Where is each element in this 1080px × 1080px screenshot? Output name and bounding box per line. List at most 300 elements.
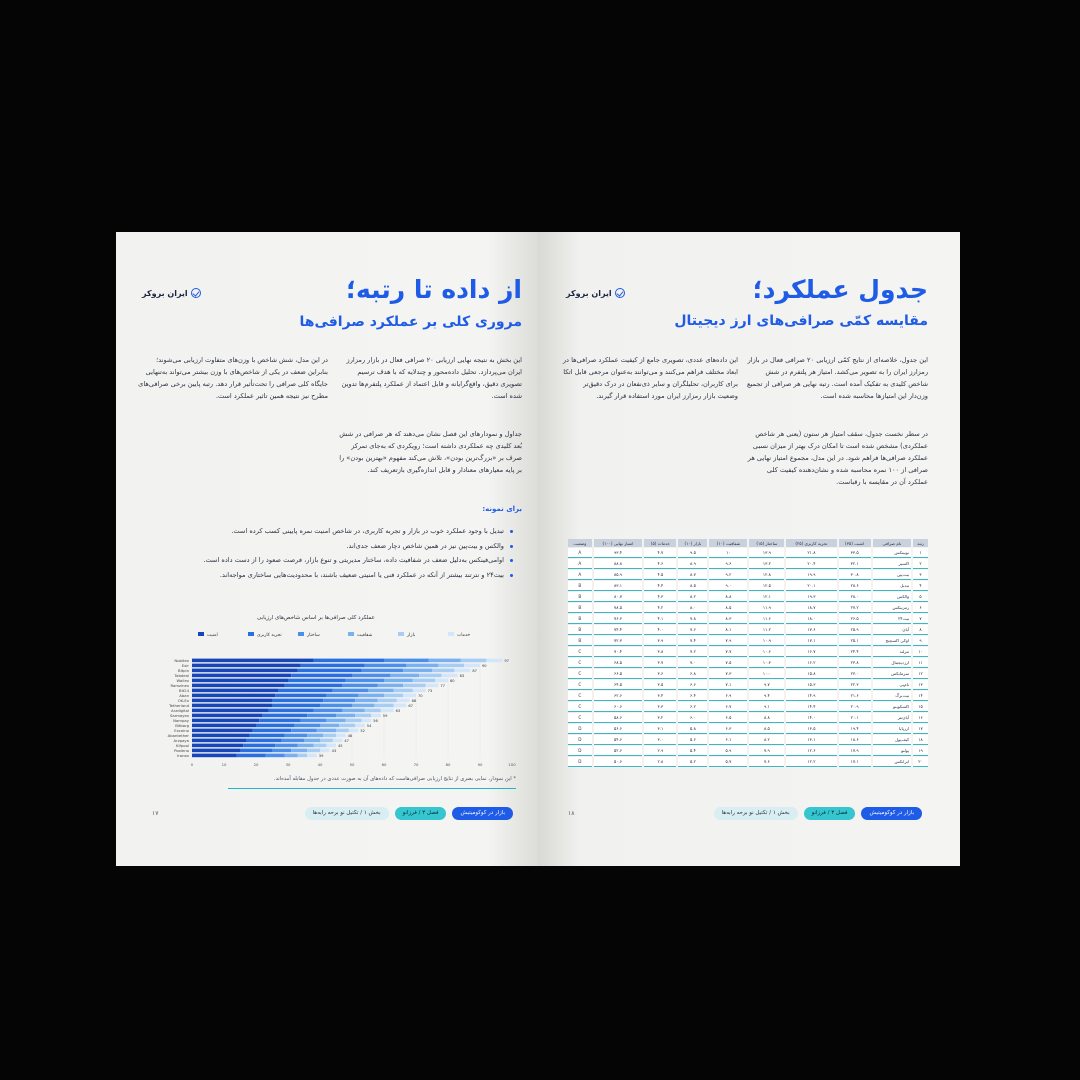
table-cell: ۷ [913, 614, 928, 624]
chart-bar-segment [253, 729, 291, 733]
page-title: جدول عملکرد؛ [752, 275, 928, 304]
exchange-name-cell: ارزدیجیتال [873, 658, 911, 668]
table-cell: ۱۰.۰ [749, 669, 784, 679]
chart-bar-segment [240, 749, 272, 753]
table-cell: ۳.۱ [644, 724, 676, 734]
bar-total-label: 67 [408, 704, 413, 709]
table-cell: ۲۰.۴ [786, 559, 836, 569]
chart-bar-segment [438, 664, 464, 668]
bar-total-label: 68 [411, 699, 417, 704]
chart-bar-segment [192, 679, 288, 683]
table-row [568, 581, 928, 591]
chart-bar-segment [291, 749, 307, 753]
brand-logo-text: ایران بروکر [566, 288, 612, 298]
table-cell: ۱۰ [913, 647, 928, 657]
table-cell: ۸.۷ [678, 570, 707, 580]
x-tick-label: 10 [221, 762, 227, 767]
table-cell: ۸.۱ [709, 625, 747, 635]
chart-bar-segment [320, 704, 352, 708]
table-cell: ۸.۸ [709, 592, 747, 602]
table-cell: ۹.۷ [749, 680, 784, 690]
table-cell: ۳.۷ [644, 658, 676, 668]
caption-divider [228, 788, 516, 789]
chart-bar-segment [355, 714, 371, 718]
chart-bar-segment [243, 744, 275, 748]
chart-bar-segment [192, 699, 272, 703]
intro-paragraph: این جدول، خلاصه‌ای از نتایج کمّی ارزیابی ۲۰ صرافی فعال در بازار رمزارز ایران را به تصویر می‌کشد. امتیاز هر پلتفرم در شش شاخص کلیدی به تفکیک آمده است. رتبه نهایی هر صرافی از تجمیع وزن‌دار این امتیازها محاسبه شده است. [747, 356, 928, 400]
chart-bar-segment [429, 659, 461, 663]
bar-total-label: 52 [360, 729, 365, 734]
table-cell: ۶.۲ [678, 702, 707, 712]
legend-label: تجربه کاربری [257, 633, 282, 638]
table-cell: ۳۰.۸ [839, 570, 871, 580]
y-tick-label: Nobitex [174, 658, 189, 664]
table-header-cell: امتیاز نهایی (۱۰۰) [594, 539, 643, 547]
page-subtitle: مقایسه کمّی صرافی‌های ارز دیجیتال [674, 313, 928, 329]
table-cell: ۱۲.۱ [749, 592, 784, 602]
bar-total-label: 39 [318, 754, 324, 759]
y-tick-label: Pooleno [174, 748, 189, 754]
exchange-name-cell: آبان‌تتر [873, 713, 911, 723]
table-cell: ۱۱.۶ [749, 614, 784, 624]
table-cell: ۲۸.۰ [839, 592, 871, 602]
table-cell: ۳.۲ [644, 713, 676, 723]
chart-bar-segment [192, 739, 246, 743]
table-cell: ۷۶.۳ [594, 614, 643, 624]
table-cell: B [568, 592, 592, 602]
chart-bar-segment [403, 684, 425, 688]
chart-bar-segment [326, 719, 345, 723]
table-cell: ۷.۶ [749, 757, 784, 767]
intro-paragraph: این بخش به نتیجه نهایی ارزیابی ۲۰ صرافی فعال در بازار رمزارز ایران می‌پردازد. تحلیل داده‌محور و چندلایه که با هدف ترسیم تصویری دقیق، واقع‌گرایانه و قابل اعتماد از عملکرد پلتفرم‌ها تدوین شده است. [341, 356, 522, 400]
chart-caption: * این نمودار، نمایی بصری از نتایج ارزیابی صرافی‌هاست که داده‌های آن به صورت عددی در جدول مقابله آمده‌اند. [273, 776, 516, 782]
chart-bar-segment [307, 734, 323, 738]
table-cell: ۸۵.۹ [594, 570, 643, 580]
table-header-cell: وضعیت [568, 539, 592, 547]
chart-bar-segment [342, 684, 377, 688]
table-cell: ۱۷.۱ [839, 757, 871, 767]
table-cell: ۲۸.۶ [839, 581, 871, 591]
x-tick-label: 0 [190, 762, 194, 767]
table-cell: ۵۶.۶ [594, 724, 643, 734]
table-cell: A [568, 548, 592, 558]
y-tick-label: Exir [181, 663, 189, 669]
table-cell: ۶.۱ [709, 735, 747, 745]
table-cell: ۱۹.۹ [786, 570, 836, 580]
chart-bar-segment [333, 689, 368, 693]
chart-bar-segment [237, 754, 266, 758]
table-cell: ۵۰.۶ [594, 757, 643, 767]
chart-bar-segment [320, 724, 339, 728]
table-cell: ۱۲.۸ [749, 570, 784, 580]
table-cell: ۲۰ [913, 757, 928, 767]
table-cell: A [568, 559, 592, 569]
check-circle-icon [615, 288, 625, 298]
table-cell: ۷.۹ [749, 746, 784, 756]
bar-total-label: 83 [459, 674, 465, 679]
table-cell: C [568, 713, 592, 723]
bar-total-label: 63 [395, 709, 401, 714]
table-cell: ۱۳.۲ [749, 559, 784, 569]
bar-total-label: 48 [347, 734, 353, 739]
table-cell: ۶.۰ [678, 713, 707, 723]
chart-bar-segment [272, 699, 323, 703]
table-cell: D [568, 746, 592, 756]
table-row [568, 570, 928, 580]
chart-bar-segment [346, 719, 362, 723]
table-cell: ۷.۸ [678, 614, 707, 624]
list-item: تبدیل با وجود عملکرد خوب در بازار و تجربه کاربری، در شاخص امنیت نمره پایینی کسب کرده است. [144, 526, 504, 538]
x-tick-label: 40 [317, 762, 323, 767]
table-header-cell: نام صرافی [873, 539, 911, 547]
chart-bar-segment [269, 709, 314, 713]
exchange-name-cell: نام‌پی [873, 680, 911, 690]
footer-section-tag: بازار در کوکومیتیش [452, 807, 513, 820]
table-cell: ۶۰.۶ [594, 702, 643, 712]
table-cell: ۳۳.۵ [839, 548, 871, 558]
chart-bar-segment [298, 744, 314, 748]
table-cell: ۵.۶ [678, 735, 707, 745]
example-label: برای نمونه: [482, 505, 522, 513]
chart-bar-segment [256, 724, 294, 728]
table-cell: ۶۶.۵ [594, 669, 643, 679]
chart-bar-segment [304, 739, 320, 743]
chart-bar-segment [461, 659, 487, 663]
chart-bar-segment [378, 699, 397, 703]
table-cell: ۱۵.۳ [786, 680, 836, 690]
legend-label: امنیت [207, 633, 218, 638]
chart-bar-segment [192, 659, 314, 663]
table-header-row [568, 539, 928, 547]
chart-bar-segment [394, 704, 407, 708]
data-paragraph: این داده‌های عددی، تصویری جامع از کیفیت عملکرد صرافی‌ها در ابعاد مختلف فراهم می‌کنند و می‌توانند به‌عنوان مرجعی قابل اتکا برای کاربران، تحلیلگران و سایر ذی‌نفعان در درک دقیق‌تر وضعیت بازار رمزارز ایران مورد استفاده قرار گیرند. [562, 356, 738, 400]
table-cell: ۷.۲ [678, 647, 707, 657]
chart-bar-segment [301, 719, 327, 723]
chart-bar-segment [454, 669, 470, 673]
table-cell: ۱۸.۶ [839, 735, 871, 745]
table-cell: ۱۳.۹ [749, 548, 784, 558]
chart-bar-segment [362, 669, 404, 673]
table-cell: ۶.۷ [709, 702, 747, 712]
y-tick-label: Wallex [176, 678, 189, 684]
chart-bar-segment [397, 699, 410, 703]
chart-bar-segment [285, 754, 298, 758]
chart-bar-segment [192, 714, 262, 718]
table-row [568, 735, 928, 745]
chart-bar-segment [365, 664, 407, 668]
legend-swatch [298, 632, 304, 636]
page-footer [305, 807, 513, 820]
chart-bar-segment [403, 669, 432, 673]
table-cell: ۷.۳ [709, 669, 747, 679]
table-cell: D [568, 757, 592, 767]
table-cell: ۲۰.۹ [839, 702, 871, 712]
table-cell: ۸.۸ [749, 713, 784, 723]
footer-part-tag: بخش ۱ / تکتیل نو برحه رابه‌ها [305, 807, 389, 820]
footer-section-tag: بازار در کوکومیتیش [861, 807, 922, 820]
table-row [568, 647, 928, 657]
chart-bar-segment [192, 689, 278, 693]
chart-bar-segment [259, 719, 301, 723]
y-tick-label: OK-Ex [177, 698, 189, 704]
chart-bar-segment [314, 709, 343, 713]
chart-bar-segment [339, 724, 355, 728]
brand-logo-text: ایران بروکر [142, 288, 188, 298]
table-row [568, 636, 928, 646]
table-cell: ۱۴.۴ [786, 702, 836, 712]
chart-bar-segment [435, 679, 448, 683]
table-cell: ۱۸ [913, 735, 928, 745]
table-cell: ۵۸.۶ [594, 713, 643, 723]
chart-bar-segment [381, 709, 394, 713]
table-cell: ۲۵.۹ [839, 625, 871, 635]
table-cell: ۸.۹ [678, 559, 707, 569]
chart-bar-segment [294, 724, 320, 728]
chart-bar-segment [192, 709, 269, 713]
performance-table [566, 538, 930, 768]
legend-swatch [398, 632, 404, 636]
left-page [116, 232, 538, 866]
table-cell: ۸.۵ [749, 724, 784, 734]
table-cell: ۱۳ [913, 680, 928, 690]
table-cell: ۶۴.۵ [594, 680, 643, 690]
list-item: والکس و بیت‌پین نیز در همین شاخص دچار ضعف جدی‌اند. [144, 541, 504, 553]
table-cell: ۱۵.۸ [786, 669, 836, 679]
chart-bar-segment [326, 694, 358, 698]
right-page [538, 232, 960, 866]
exchange-name-cell: نوبیتکس [873, 548, 911, 558]
table-cell: ۱۰.۶ [749, 647, 784, 657]
chart-bar-segment [333, 739, 343, 743]
tables-paragraph: جداول و نمودارهای این فصل نشان می‌دهند که هر صرافی در شش بُعد کلیدی چه عملکردی داشته است؛ رویکردی که به‌جای تمرکز صرف بر «بزرگ‌ترین بودن»، تلاش می‌کند مفهوم «بهترین بودن» را بر پایه معیارهای معنادار و قابل اندازه‌گیری بازتعریف کند. [339, 430, 522, 474]
table-cell: C [568, 647, 592, 657]
chart-bar-segment [275, 694, 326, 698]
table-cell: ۷.۰ [678, 658, 707, 668]
table-header-cell: رتبه [913, 539, 928, 547]
chart-bar-segment [278, 689, 332, 693]
table-header-cell: تجربه کاربری (۲۵) [786, 539, 836, 547]
bar-total-label: 54 [366, 724, 372, 729]
table-cell: ۸ [913, 625, 928, 635]
table-cell: ۶۲.۶ [594, 691, 643, 701]
chart-bar-segment [192, 684, 285, 688]
chart-bar-segment [317, 729, 336, 733]
footer-part-tag: بخش ۱ / تکتیل نو برحه رابه‌ها [714, 807, 798, 820]
table-cell: B [568, 625, 592, 635]
table-cell: ۱۷.۱ [786, 636, 836, 646]
chart-bar-segment [326, 744, 336, 748]
table-cell: ۱۹ [913, 746, 928, 756]
chart-bar-segment [323, 699, 355, 703]
table-cell: ۳.۵ [644, 680, 676, 690]
legend-label: شفافیت [357, 633, 373, 638]
table-cell: C [568, 702, 592, 712]
chart-bar-segment [378, 684, 404, 688]
table-cell: ۳.۹ [644, 636, 676, 646]
chart-bar-segment [192, 729, 253, 733]
table-cell: ۲۰.۱ [786, 581, 836, 591]
table-cell: ۱۸.۷ [786, 603, 836, 613]
table-cell: ۹.۵ [678, 548, 707, 558]
table-cell: ۴.۷ [644, 548, 676, 558]
chart-bar-segment [298, 669, 362, 673]
table-cell: B [568, 614, 592, 624]
table-cell: ۱۱.۹ [749, 603, 784, 613]
exchange-name-cell: اکسیر [873, 559, 911, 569]
table-cell: ۶.۳ [709, 724, 747, 734]
chart-bar-segment [355, 699, 377, 703]
table-cell: ۷۴.۴ [594, 625, 643, 635]
table-cell: ۱۷ [913, 724, 928, 734]
table-cell: D [568, 724, 592, 734]
chart-bar-segment [192, 734, 250, 738]
table-cell: ۳.۰ [644, 735, 676, 745]
x-tick-label: 80 [445, 762, 451, 767]
table-row [568, 713, 928, 723]
chart-bar-segment [384, 679, 413, 683]
chart-bar-segment [314, 659, 384, 663]
table-cell: ۸.۲ [678, 592, 707, 602]
bar-total-label: 87 [472, 669, 477, 674]
table-row [568, 614, 928, 624]
chart-bar-segment [285, 734, 307, 738]
legend-swatch [348, 632, 354, 636]
chart-bar-segment [314, 744, 327, 748]
chart-bar-segment [307, 754, 317, 758]
bar-total-label: 56 [373, 719, 378, 724]
exchange-name-cell: کیف‌پول [873, 735, 911, 745]
legend-swatch [448, 632, 454, 636]
table-cell: ۲۳.۸ [839, 658, 871, 668]
table-cell: ۲۲.۳ [839, 680, 871, 690]
chart-bar-segment [192, 664, 301, 668]
table-cell: ۱۳.۵ [786, 724, 836, 734]
exchange-name-cell: آبان [873, 625, 911, 635]
table-cell: ۵۴.۶ [594, 735, 643, 745]
table-cell: ۱۳.۱ [786, 735, 836, 745]
table-header-cell: شفافیت (۱۰) [709, 539, 747, 547]
x-tick-label: 60 [381, 762, 387, 767]
page-title: از داده تا رتبه؛ [346, 275, 522, 304]
table-cell: ۶.۹ [709, 691, 747, 701]
y-tick-label: Kifpool [176, 743, 189, 749]
table-cell: ۸۳.۱ [594, 581, 643, 591]
exchange-name-cell: اوکی اکسچنج [873, 636, 911, 646]
bar-total-label: 47 [344, 739, 349, 744]
chart-bar-segment [192, 694, 275, 698]
chart-bar-segment [442, 674, 458, 678]
chart-bar-segment [192, 749, 240, 753]
table-cell: ۲۵.۱ [839, 636, 871, 646]
chart-bar-segment [362, 719, 372, 723]
table-row [568, 658, 928, 668]
chart-bar-segment [323, 734, 336, 738]
table-cell: ۳۲.۱ [839, 559, 871, 569]
table-row [568, 746, 928, 756]
table-cell: ۵.۲ [678, 757, 707, 767]
y-tick-label: Excoino [174, 728, 189, 734]
table-header-cell: خدمات (۵) [644, 539, 676, 547]
table-row [568, 592, 928, 602]
table-cell: ۱۰.۹ [749, 636, 784, 646]
table-cell: ۶۸.۵ [594, 658, 643, 668]
magazine-spread [116, 232, 960, 866]
x-tick-label: 90 [477, 762, 483, 767]
chart-bar-segment [394, 689, 413, 693]
bar-total-label: 59 [382, 714, 388, 719]
table-cell: ۸.۵ [678, 581, 707, 591]
chart-bar-segment [419, 674, 441, 678]
table-cell: ۸۸.۸ [594, 559, 643, 569]
legend-label: ساختار [307, 633, 320, 638]
table-cell: ۱۶.۲ [786, 658, 836, 668]
chart-bar-segment [374, 704, 393, 708]
table-cell: ۷.۱ [709, 680, 747, 690]
table-cell: ۹.۲ [709, 570, 747, 580]
table-cell: ۵.۷ [709, 757, 747, 767]
y-tick-label: Sarmayex [169, 713, 189, 719]
table-cell: ۱۵ [913, 702, 928, 712]
table-cell: ۱ [913, 548, 928, 558]
table-cell: ۱۰ [709, 548, 747, 558]
table-row [568, 669, 928, 679]
table-cell: ۱۰.۳ [749, 658, 784, 668]
table-cell: ۱۷.۶ [786, 625, 836, 635]
table-cell: C [568, 669, 592, 679]
chart-bar-segment [275, 744, 297, 748]
table-row [568, 757, 928, 767]
table-cell: ۱۲.۲ [786, 757, 836, 767]
chart-bar-segment [192, 704, 272, 708]
exchange-name-cell: ایرانکس [873, 757, 911, 767]
table-cell: ۶.۶ [678, 680, 707, 690]
chart-bar-segment [262, 714, 307, 718]
stacked-bar-chart [136, 622, 516, 772]
exchange-name-cell: پولنو [873, 746, 911, 756]
chart-bar-segment [266, 754, 285, 758]
table-cell: ۴.۶ [644, 559, 676, 569]
table-cell: ۴.۳ [644, 592, 676, 602]
exchange-name-cell: اکسکوینو [873, 702, 911, 712]
chart-bar-segment [192, 674, 291, 678]
table-cell: ۵.۸ [678, 724, 707, 734]
x-tick-label: 100 [508, 762, 516, 767]
table-cell: ۱۹.۴ [839, 724, 871, 734]
chart-bar-segment [336, 714, 355, 718]
table-cell: ۴.۲ [644, 603, 676, 613]
chart-bar-segment [486, 659, 502, 663]
page-footer [714, 807, 922, 820]
chart-bar-segment [346, 679, 384, 683]
exchange-name-cell: بیت۲۴ [873, 614, 911, 624]
chart-bar-segment [272, 704, 320, 708]
table-row [568, 702, 928, 712]
table-cell: ۴.۰ [644, 625, 676, 635]
table-cell: ۳.۸ [644, 647, 676, 657]
table-cell: ۱۶ [913, 713, 928, 723]
bar-total-label: 70 [418, 694, 423, 699]
table-cell: ۷.۵ [709, 658, 747, 668]
table-row [568, 625, 928, 635]
table-cell: ۴.۱ [644, 614, 676, 624]
page-subtitle: مروری کلی بر عملکرد صرافی‌ها [299, 314, 522, 330]
table-cell: ۸.۰ [678, 603, 707, 613]
table-cell: ۸۰.۷ [594, 592, 643, 602]
legend-label: بازار [407, 633, 416, 638]
bar-total-label: 90 [482, 664, 487, 669]
table-cell: ۱۱ [913, 658, 928, 668]
chart-bar-segment [272, 749, 291, 753]
